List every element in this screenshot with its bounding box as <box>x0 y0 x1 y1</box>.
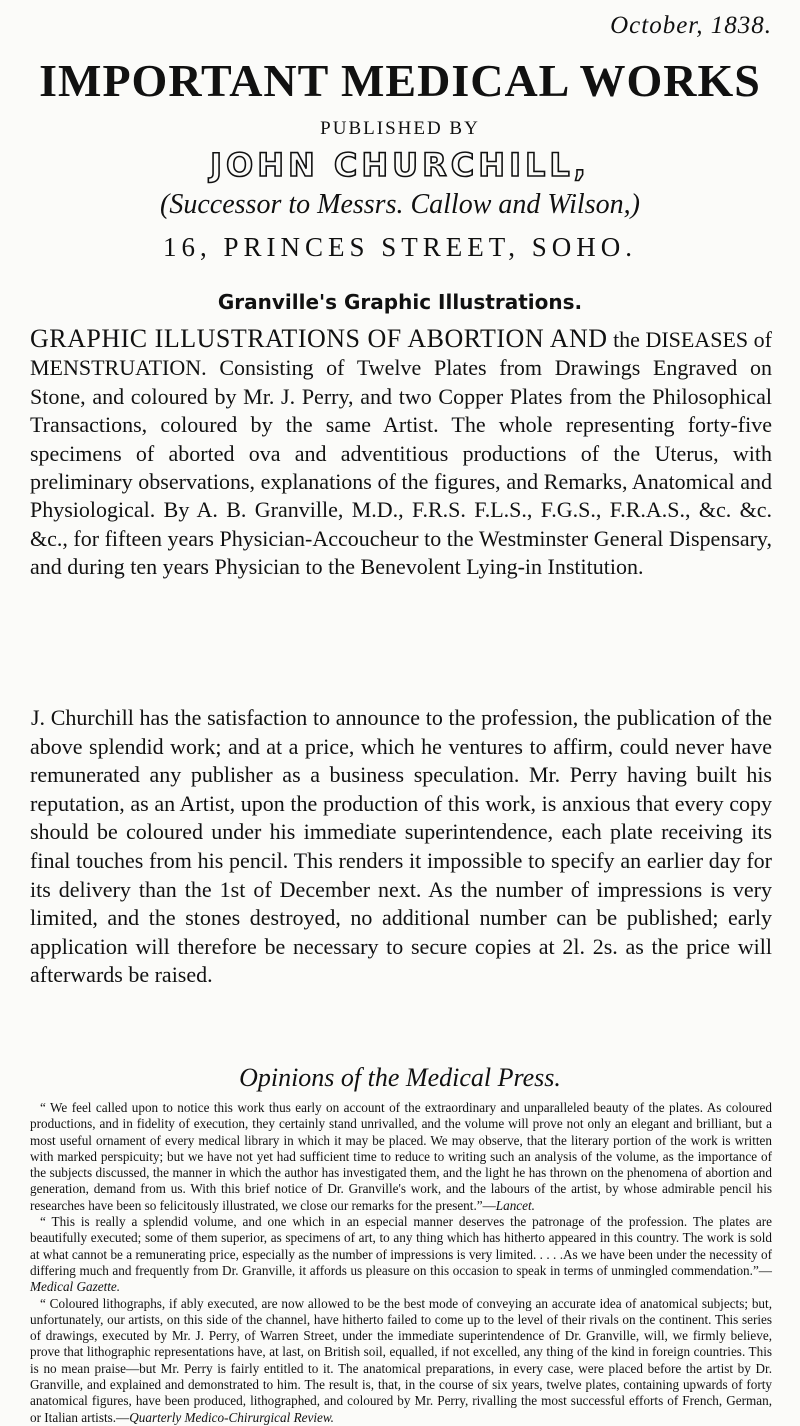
publisher-name: JOHN CHURCHILL, <box>210 146 590 184</box>
press-opinions <box>30 1100 772 1426</box>
book-title: GRAPHIC ILLUSTRATIONS OF ABORTION AND <box>30 324 608 353</box>
opinion-source: Quarterly Medico-Chirurgical Review. <box>129 1409 334 1425</box>
opinions-heading: Opinions of the Medical Press. <box>239 1063 561 1092</box>
opinion-quote <box>30 1100 772 1214</box>
opinion-text: “ We feel called upon to notice this work thus early on account of the extraordinary and unparalleled beauty of the plates. As coloured productions, and in fidelity of execution, they certainly stand unrivalled, and the volume will prove not only an elegant and brilliant, but a most useful ornament of every medical library in which it may be placed. We may observe, that the literary portion of the work is written with marked perspicuity; but we have not yet had sufficient time to reduce to writing such an analysis of the volume, as the importance of the subjects discussed, the manner in which the author has investigated them, and the light he has thrown on the phenomena of abortion and generation, demand from us. With this brief notice of Dr. Granville's work, and the labours of the artist, by whose admirable pencil his researches have been so felicitously illustrated, we close our remarks for the present.”— <box>30 1100 772 1213</box>
publisher-address: 16, PRINCES STREET, SOHO. <box>162 232 638 262</box>
opinion-source: Lancet. <box>495 1197 535 1213</box>
section-heading: Granville's Graphic Illustrations. <box>217 290 583 314</box>
opinion-source: Medical Gazette. <box>30 1279 121 1295</box>
main-title: IMPORTANT MEDICAL WORKS <box>39 55 761 106</box>
publisher-announcement: J. Churchill has the satisfaction to announce to the profession, the publication of the above splendid work; and at a price, which he ventures to affirm, could never have remunerated any publisher as a business speculation. Mr. Perry having built his reputation, as an Artist, upon the production of this work, is anxious that every copy should be coloured under his immediate superintendence, each plate receiving its final touches from his pencil. This renders it impossible to specify an earlier day for its delivery than the 1st of December next. As the number of impressions is very limited, and the stones destroyed, no additional number can be published; early application will therefore be necessary to secure copies at 2l. 2s. as the price will afterwards be raised. <box>30 705 772 988</box>
opinion-quote <box>30 1296 772 1426</box>
opinion-text: “ Coloured lithographs, if ably executed, are now allowed to be the best mode of conveying an accurate idea of anatomical subjects; but, unfortunately, our artists, on this side of the channel, have hitherto failed to come up to the level of their rivals on the continent. This series of drawings, executed by Mr. J. Perry, of Warren Street, under the immediate superintendence of Dr. Granville, will, we firmly believe, prove that lithographic representations have, at last, on British soil, equalled, if not excelled, any thing of the kind in foreign countries. This is no mean praise—but Mr. Perry is fairly entitled to it. The anatomical preparations, in every case, were placed before the artist by Dr. Granville, and explained and demonstrated to him. The result is, that, in the course of six years, twelve plates, containing upwards of forty anatomical figures, have been produced, lithographed, and coloured by Mr. Perry, rivalling the most successful efforts of French, German, or Italian artists.— <box>30 1295 772 1425</box>
successor-note: (Successor to Messrs. Callow and Wilson,) <box>160 189 640 220</box>
opinion-quote <box>30 1214 772 1295</box>
date: October, 1838. <box>610 12 772 39</box>
opinion-text: “ This is really a splendid volume, and one which in an especial manner deserves the patronage of the profession. The plates are beautifully executed; some of them superior, as specimens of art, to any thing which has hitherto appeared in this country. The work is sold at what cannot be a remunerating price, especially as the number of impressions is very limited. . . . .As we have been under the necessity of differing much and frequently from Dr. Granville, it affords us pleasure on this occasion to speak in terms of unmingled commendation.”— <box>30 1214 772 1278</box>
published-by-line: PUBLISHED BY <box>320 118 480 139</box>
book-listing <box>30 325 772 582</box>
book-description: the DISEASES of MENSTRUATION. Consisting of Twelve Plates from Drawings Engraved on Stone, and coloured by Mr. J. Perry, and two Copper Plates from the Philosophical Transactions, coloured by the same Artist. The whole representing forty-five specimens of aborted ova and adventitious productions of the Uterus, with preliminary observations, explanations of the figures, and Remarks, Anatomical and Physiological. By A. B. Granville, M.D., F.R.S. F.L.S., F.G.S., F.R.A.S., &c. &c. &c., for fifteen years Physician-Accoucheur to the Westminster General Dispensary, and during ten years Physician to the Benevolent Lying-in Institution. <box>30 327 772 580</box>
